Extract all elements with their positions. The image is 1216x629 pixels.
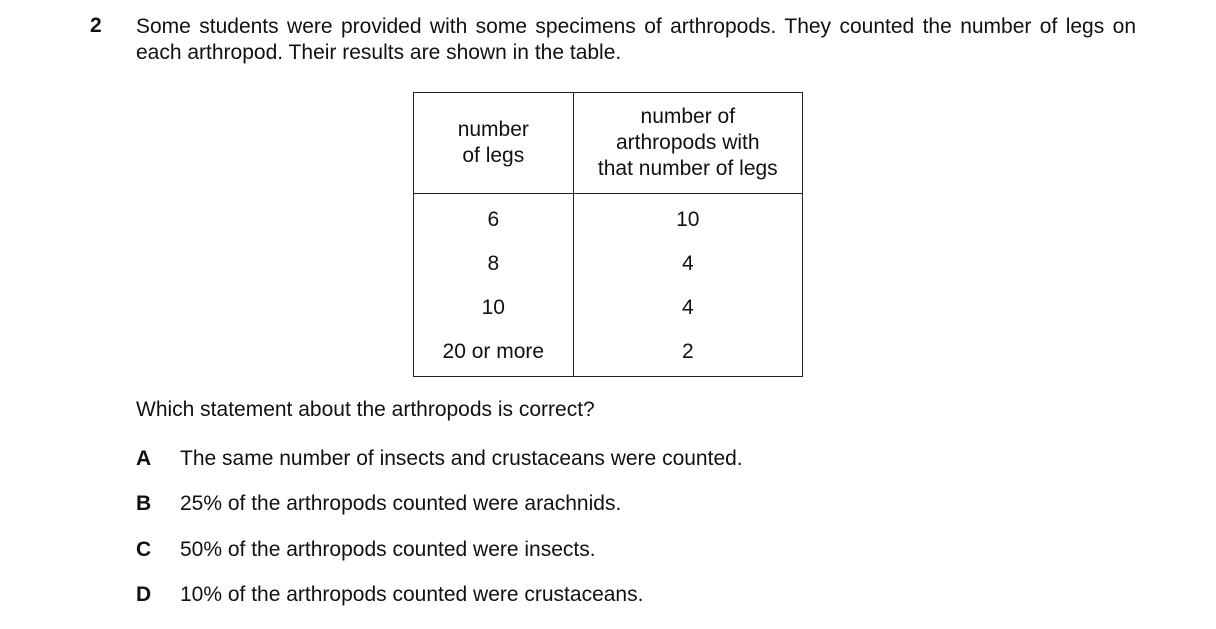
cell-count: 4 [573,286,802,330]
option-letter: B [136,492,152,515]
option-letter: C [136,538,152,561]
question-stem: Some students were provided with some specimens of arthropods. They counted the number of legs on each arthropod. Their results are shown in the table. [136,15,1136,64]
cell-legs: 8 [414,242,574,286]
table-row [414,194,803,243]
table-row [414,286,803,330]
table-row [414,330,803,377]
cell-legs: 10 [414,286,574,330]
header-line: that number of legs [597,157,778,180]
header-line: number of [640,105,736,128]
option-text: 50% of the arthropods counted were insects. [180,538,596,561]
header-number-of-arthropods [573,93,802,194]
question-prompt: Which statement about the arthropods is correct? [136,398,595,421]
option-text: 10% of the arthropods counted were crustaceans. [180,583,644,606]
cell-count: 2 [573,330,802,377]
table-header-row [414,93,803,194]
question-number: 2 [90,14,102,37]
header-line: arthropods with [616,131,760,154]
option-text: 25% of the arthropods counted were arachnids. [180,492,622,515]
header-number-of-legs [414,93,574,194]
results-table [413,92,803,377]
cell-legs: 20 or more [414,330,574,377]
option-letter: A [136,447,152,470]
option-letter: D [136,583,152,606]
header-line: number [457,118,529,141]
cell-legs: 6 [414,194,574,243]
option-text: The same number of insects and crustaceans were counted. [180,447,743,470]
cell-count: 4 [573,242,802,286]
table-row [414,242,803,286]
header-line: of legs [462,144,525,167]
cell-count: 10 [573,194,802,243]
